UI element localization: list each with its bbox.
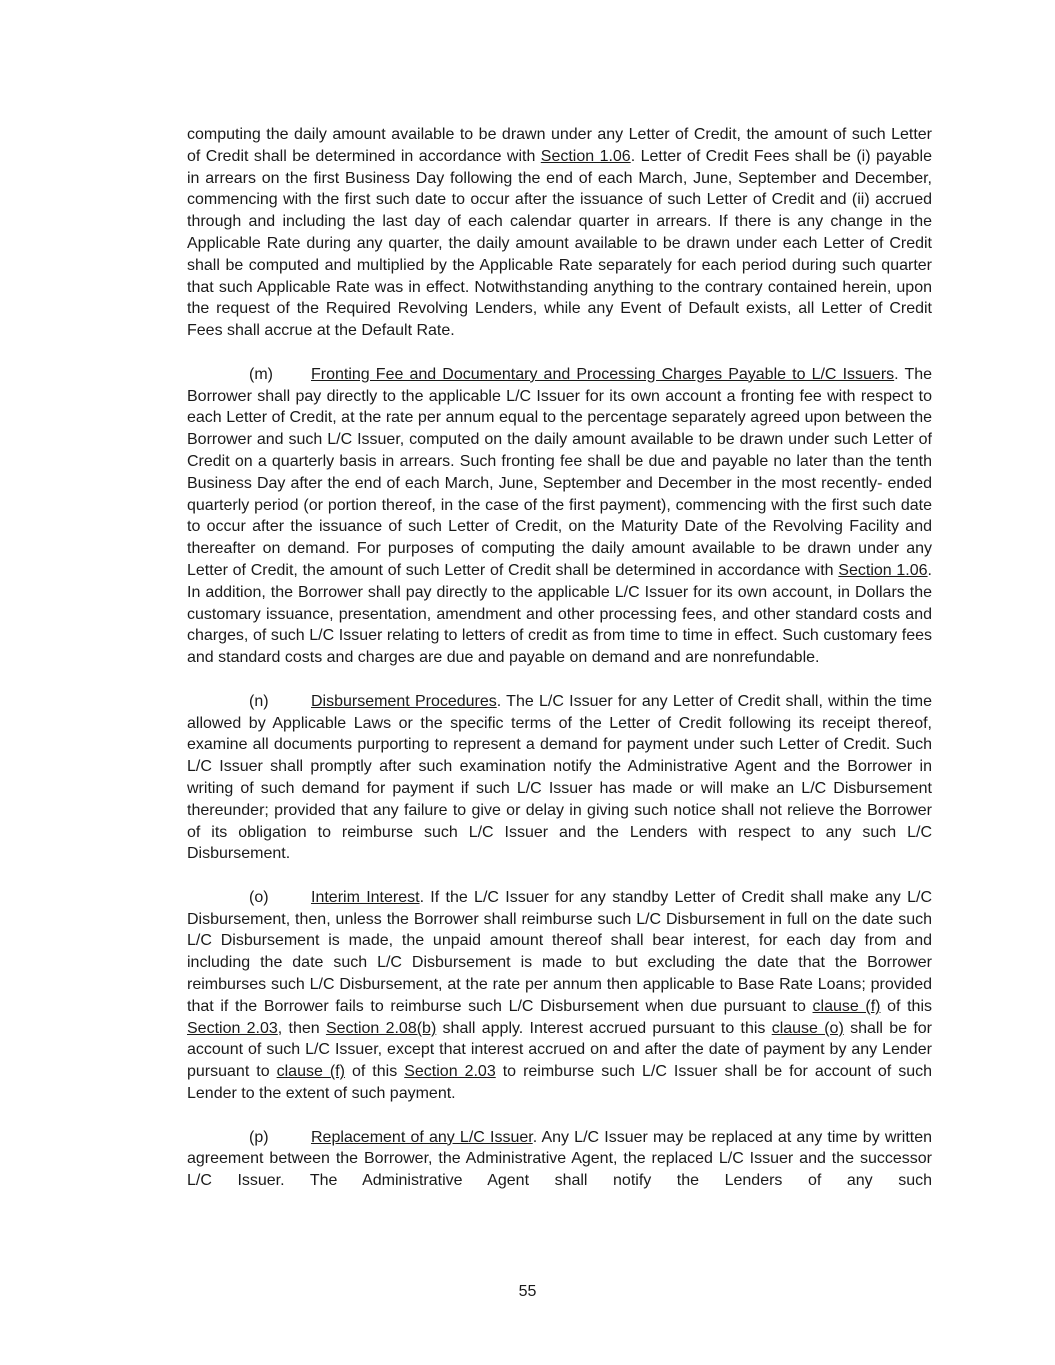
paragraph-o: (o) Interim Interest. If the L/C Issuer for any standby Letter of Credit shall make any L/C Disbursement, then, unless the Borrower shall reimburse such L/C Disbursement in full on the date such L/C Disbursement is made, the unpaid amount thereof shall bear interest, for each day from and including the date such L/C Disbursement is made to but excluding the date that the Borrower reimburses such L/C Disbursement, at the rate per annum then applicable to Base Rate Loans; provided that if the Borrower fails to reimburse such L/C Disbursement when due pursuant to clause (f) of this Section 2.03, then Section 2.08(b) shall apply. Interest accrued pursuant to this clause (o) shall be for account of such L/C Issuer, except that interest accrued on and after the date of payment by any Lender pursuant to clause (f) of this Section 2.03 to reimburse such L/C Issuer shall be for account of such Lender to the extent of such payment.	[187, 888, 933, 1103]
paragraph-p: (p) Replacement of any L/C Issuer. Any L/C Issuer may be replaced at any time by written agreement between the Borrower, the Administrative Agent, the replaced L/C Issuer and the successor L/C Issuer. The Administrative Agent shall notify the Lenders of any such	[187, 1128, 933, 1190]
paragraph-m: (m) Fronting Fee and Documentary and Processing Charges Payable to L/C Issuers. The Borrower shall pay directly to the applicable L/C Issuer for its own account a fronting fee with respect to each Letter of Credit, at the rate per annum equal to the percentage separately agreed upon between the Borrower and such L/C Issuer, computed on the daily amount available to be drawn under such Letter of Credit on a quarterly basis in arrears. Such fronting fee shall be due and payable no later than the tenth Business Day after the end of each March, June, September and December in the most recently- ended quarterly period (or portion thereof, in the case of the first payment), commencing with the first such date to occur after the issuance of such Letter of Credit, on the Maturity Date of the Revolving Facility and thereafter on demand. For purposes of computing the daily amount available to be drawn under any Letter of Credit, the amount of such Letter of Credit shall be determined in accordance with Section 1.06. In addition, the Borrower shall pay directly to the applicable L/C Issuer for its own account, in Dollars the customary issuance, presentation, amendment and other processing fees, and other standard costs and charges, of such L/C Issuer relating to letters of credit as from time to time in effect. Such customary fees and standard costs and charges are due and payable on demand and are nonrefundable.	[187, 365, 933, 667]
paragraph-heading: Disbursement Procedures	[311, 692, 497, 710]
paragraph-label: (o)	[249, 888, 269, 906]
section-reference: Section 2.03	[187, 1019, 278, 1037]
paragraph-label: (m)	[249, 365, 273, 383]
section-reference: Section 1.06	[540, 147, 631, 165]
section-reference: Section 2.03	[404, 1063, 496, 1081]
paragraph-heading: Replacement of any L/C Issuer	[311, 1128, 533, 1146]
section-reference: Section 2.08(b)	[325, 1019, 437, 1037]
paragraph-n: (n) Disbursement Procedures. The L/C Issuer for any Letter of Credit shall, within the time allowed by Applicable Laws or the specific terms of the Letter of Credit following its receipt thereof, examine all documents purporting to represent a demand for payment under such Letter of Credit. Such L/C Issuer shall promptly after such examination notify the Administrative Agent and the Borrower in writing of such demand for payment if such L/C Issuer has made or will make an L/C Disbursement thereunder; provided that any failure to give or delay in giving such notice shall not relieve the Borrower of its obligation to reimburse such L/C Issuer and the Lenders with respect to any such L/C Disbursement.	[187, 692, 932, 863]
clause-reference: clause (f)	[276, 1063, 345, 1081]
paragraph-heading: Interim Interest	[311, 888, 420, 906]
page-number: 55	[518, 1283, 537, 1300]
paragraph-heading: Fronting Fee and Documentary and Processing Charges Payable to L/C Issuers	[311, 365, 895, 383]
paragraph-label: (n)	[249, 692, 269, 710]
paragraph-continuation: computing the daily amount available to be drawn under any Letter of Credit, the amount of such Letter of Credit shall be determined in accordance with Section 1.06. Letter of Credit Fees shall be (i) payable in arrears on the first Business Day following the end of each March, June, September and December, commencing with the first such date to occur after the issuance of such Letter of Credit and (ii) accrued through and including the last day of each calendar quarter in arrears. If there is any change in the Applicable Rate during any quarter, the daily amount available to be drawn under each Letter of Credit shall be computed and multiplied by the Applicable Rate separately for each period during such quarter that such Applicable Rate was in effect. Notwithstanding anything to the contrary contained herein, upon the request of the Required Revolving Lenders, while any Event of Default exists, all Letter of Credit Fees shall accrue at the Default Rate.	[187, 126, 933, 340]
clause-reference: clause (f)	[812, 997, 881, 1015]
paragraph-label: (p)	[249, 1128, 269, 1146]
document-page	[187, 124, 932, 1192]
clause-reference: clause (o)	[771, 1019, 844, 1037]
section-reference: Section 1.06	[838, 561, 928, 579]
